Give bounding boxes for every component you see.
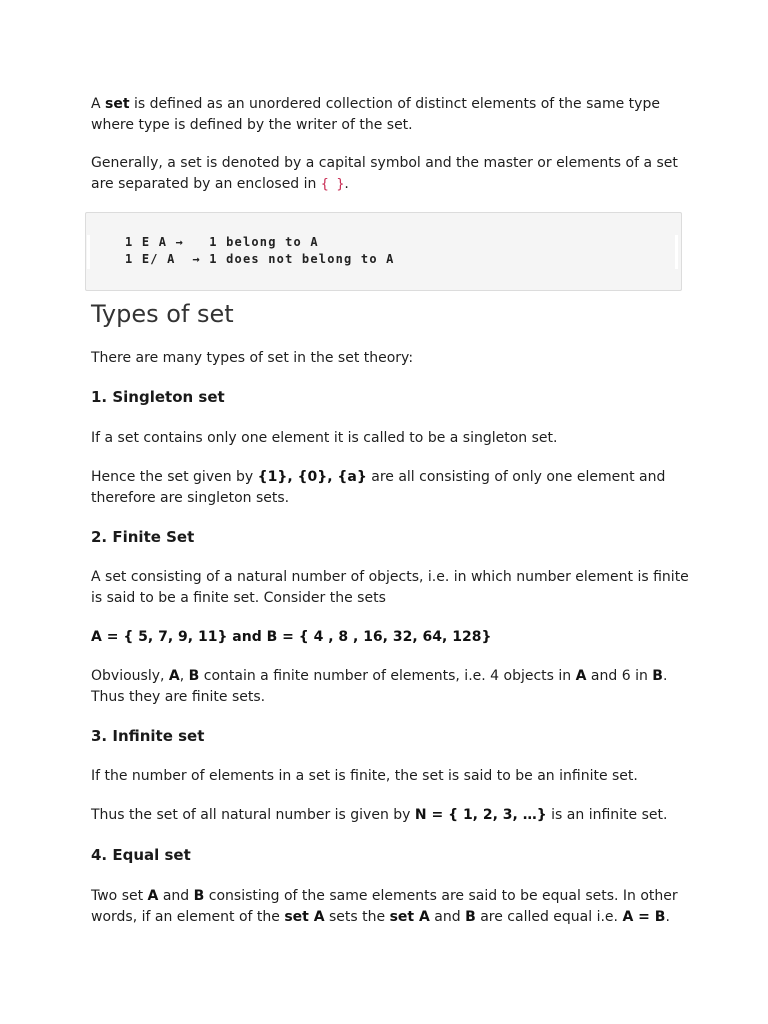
bold-term-set: set xyxy=(105,96,130,112)
bold-A: A xyxy=(168,668,180,684)
bold-set-definitions: A = { 5, 7, 9, 11} and B = { 4 , 8 , 16, 32, 64, 128} xyxy=(91,629,492,645)
code-scroll-edge-right xyxy=(675,235,678,269)
text: Obviously, xyxy=(91,668,169,684)
text: is defined as an unordered collection of distinct elements of the same type where type is defined by the writer of the set. xyxy=(91,96,660,133)
finite-paragraph-3 xyxy=(91,666,691,708)
heading-equal-set: 4. Equal set xyxy=(91,846,191,864)
code-scroll-edge-left xyxy=(87,235,90,269)
text: . Thus they are finite sets. xyxy=(91,668,668,705)
bold-B: B xyxy=(193,888,205,904)
equal-paragraph-1 xyxy=(91,886,691,928)
text: is an infinite set. xyxy=(546,807,668,823)
text: and 6 in xyxy=(586,668,653,684)
finite-paragraph-1: A set consisting of a natural number of objects, i.e. in which number element is finite is said to be a finite set. Consider the sets xyxy=(91,569,689,606)
text: are called equal i.e. xyxy=(475,909,623,925)
finite-set-definitions xyxy=(91,627,691,648)
text: Generally, a set is denoted by a capital symbol and the master or elements of a set are separated by an enclosed in xyxy=(91,155,678,192)
text: Two set xyxy=(91,888,148,904)
infinite-paragraph-2 xyxy=(91,805,691,826)
text: A xyxy=(91,96,106,112)
heading-singleton-set: 1. Singleton set xyxy=(91,388,225,406)
text: . xyxy=(665,909,670,925)
intro-paragraph-notation xyxy=(91,153,691,195)
bold-natural-numbers-set: N = { 1, 2, 3, …} xyxy=(414,807,547,823)
bold-B: B xyxy=(652,668,663,684)
code-line-belongs: 1 E A → 1 belong to A xyxy=(125,235,319,249)
heading-finite-set: 2. Finite Set xyxy=(91,528,195,546)
text: Hence the set given by xyxy=(91,469,258,485)
types-intro: There are many types of set in the set theory: xyxy=(91,350,414,366)
bold-set-A: set A xyxy=(389,909,430,925)
text: and xyxy=(429,909,466,925)
text: contain a finite number of elements, i.e. 4 objects in xyxy=(199,668,576,684)
code-block xyxy=(85,212,682,291)
text: Thus the set of all natural number is given by xyxy=(91,807,415,823)
singleton-paragraph-2 xyxy=(91,467,691,509)
heading-infinite-set: 3. Infinite set xyxy=(91,727,205,745)
inline-code-braces: { } xyxy=(320,177,345,192)
text: and xyxy=(158,888,194,904)
bold-set-examples: {1}, {0}, {a} xyxy=(257,469,367,485)
code-line-not-belongs: 1 E/ A → 1 does not belong to A xyxy=(125,252,395,266)
text: sets the xyxy=(324,909,390,925)
text: consisting of the same elements are said to be equal sets. In other words, if an element of the xyxy=(91,888,678,925)
section-heading-types: Types of set xyxy=(91,300,234,328)
bold-A: A xyxy=(147,888,159,904)
bold-B: B xyxy=(465,909,476,925)
bold-equation: A = B xyxy=(622,909,666,925)
infinite-paragraph-1: If the number of elements in a set is finite, the set is said to be an infinite set. xyxy=(91,768,638,784)
bold-A: A xyxy=(575,668,587,684)
bold-B: B xyxy=(188,668,200,684)
intro-paragraph-definition xyxy=(91,94,691,136)
bold-set-A: set A xyxy=(284,909,325,925)
text: . xyxy=(344,176,349,192)
singleton-paragraph-1: If a set contains only one element it is called to be a singleton set. xyxy=(91,430,558,446)
text: , xyxy=(179,668,189,684)
text: are all consisting of only one element and therefore are singleton sets. xyxy=(91,469,666,506)
